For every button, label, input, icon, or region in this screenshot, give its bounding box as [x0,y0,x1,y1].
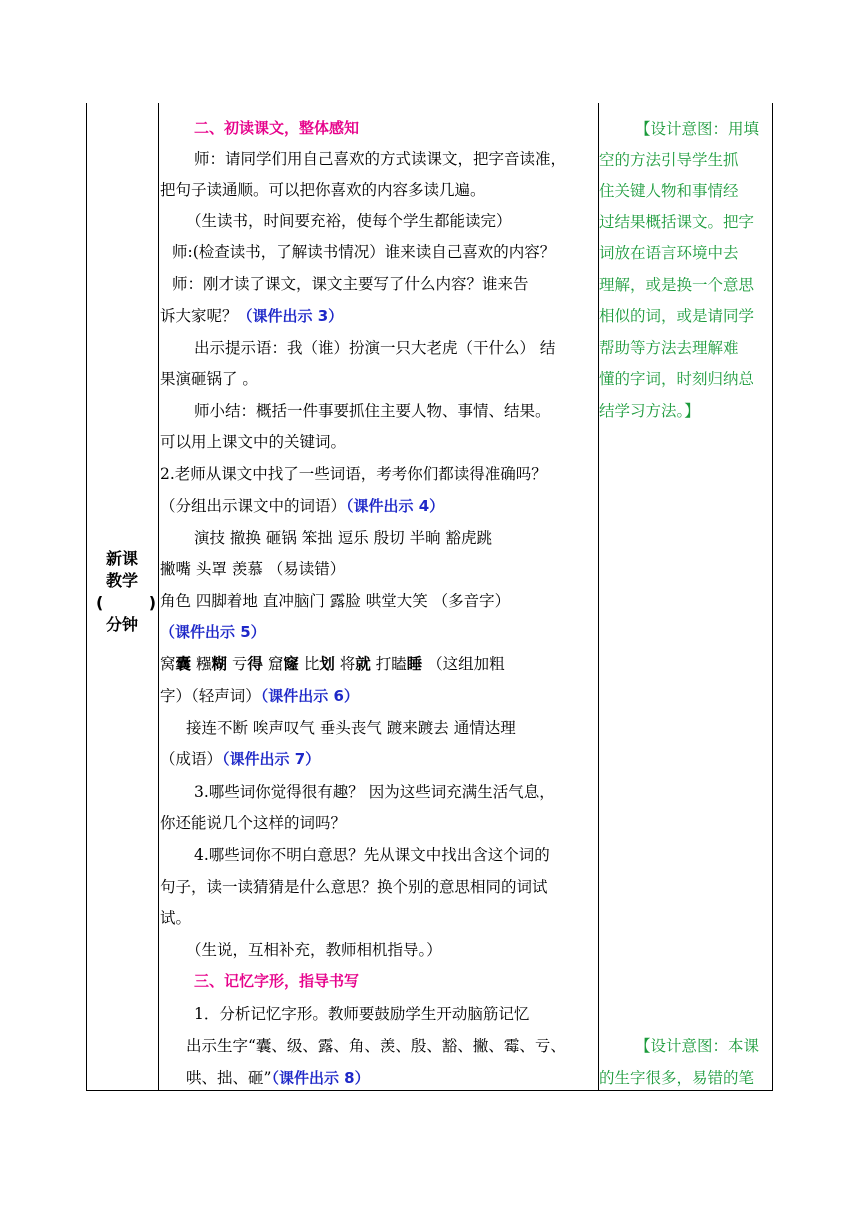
paragraph-text: （分组出示课文中的词语） [160,497,347,515]
paragraph: 师：刚才读了课文，课文主要写了什么内容？谁来告 [172,275,529,293]
bold-char: 划 [319,654,335,673]
section-heading-2: 二、初读课文，整体感知 [194,119,360,137]
word-list-7 [160,747,320,769]
design-note: 词放在语言环境中去 [599,244,739,262]
question-4-cont: 试。 [160,909,192,927]
courseware-4: （课件出示 4） [346,497,445,515]
word-list-2: 撇嘴 头罩 羡慕 （易读错） [160,560,346,578]
paragraph-text: 哄、拙、砸” [186,1069,272,1087]
word-part: 窟 [262,655,284,673]
paragraph: （生读书，时间要充裕，使每个学生都能读完） [186,212,512,230]
stage-mid: 教学 [105,571,138,590]
courseware-3: （课件出示 3） [237,307,344,325]
design-note: 的生字很多，易错的笔 [599,1069,755,1087]
stage-bottom: 分钟 [105,615,138,634]
stage-top: 新课 [105,549,138,568]
paragraph: 出示提示语：我（谁）扮演一只大老虎（干什么） 结 [194,339,556,357]
word-list-6: 接连不断 唉声叹气 垂头丧气 踱来踱去 通情达理 [186,719,516,737]
design-note: 懂的字词，时刻归纳总 [599,370,755,388]
paragraph: 2.老师从课文中找了一些词语，考考你们都读得准确吗？ [160,465,547,483]
word-part: （这组加粗 [422,655,505,673]
paragraph: 把句子读通顺。可以把你喜欢的内容多读几遍。 [160,181,486,199]
lesson-table [86,103,773,1091]
word-part: 比 [298,655,320,673]
courseware-5: （课件出示 5） [160,623,266,641]
paragraph: 可以用上课文中的关键词。 [160,433,347,451]
paragraph: 出示生字“囊、级、露、角、羡、殷、豁、撇、霉、亏、 [186,1037,566,1055]
design-note: 相似的词，或是请同学 [599,307,755,325]
paragraph [160,494,444,516]
paragraph: 师小结：概括一件事要抓住主要人物、事情、结果。 [194,402,551,420]
section-heading-3: 三、记忆字形，指导书写 [194,972,360,990]
paragraph: 师：请同学们用自己喜欢的方式读课文，把字音读准， [194,150,567,168]
paragraph: 师:(检查读书，了解读书情况）谁来读自己喜欢的内容？ [172,243,556,261]
word-list-5 [160,684,359,706]
content-column [158,103,598,1091]
question-4: 4.哪些词你不明白意思？先从课文中找出含这个词的 [194,846,550,864]
paragraph: 果演砸锅了 。 [160,370,258,388]
stage-column [86,103,158,1091]
paren-close: ) [148,593,156,612]
stage-parens [86,592,158,614]
bold-char: 囊 [175,654,192,673]
courseware-6: （课件出示 6） [260,687,359,705]
word-part: 糨 [191,655,212,673]
word-part: 亏 [226,655,248,673]
question-3: 3.哪些词你觉得很有趣？ 因为这些词充满生活气息， [194,783,555,801]
bold-char: 窿 [283,654,299,673]
stage-label [86,548,158,636]
word-list-1: 演技 撤换 砸锅 笨拙 逗乐 殷切 半晌 豁虎跳 [194,529,492,547]
paragraph: 1．分析记忆字形。教师要鼓励学生开动脑筋记忆 [194,1005,530,1023]
design-note: 空的方法引导学生抓 [599,151,739,169]
bold-char: 得 [247,654,263,673]
paren-open: ( [96,593,104,612]
paragraph [160,304,343,326]
word-part: 窝 [160,655,176,673]
design-note: 结学习方法。】 [599,402,700,420]
design-intent-column [599,103,773,1091]
courseware-7: （课件出示 7） [222,750,321,768]
word-list-3: 角色 四脚着地 直冲脑门 露脸 哄堂大笑 （多音字） [160,592,511,610]
design-note: 【设计意图：用填 [635,120,760,138]
design-note: 理解，或是换一个意思 [599,276,755,294]
design-note: 【设计意图：本课 [635,1037,760,1055]
courseware-8: （课件出示 8） [271,1069,370,1087]
question-3-cont: 你还能说几个这样的词吗？ [160,814,347,832]
paragraph [186,1066,370,1088]
design-note: 帮助等方法去理解难 [599,339,739,357]
word-list-4 [160,652,505,674]
paragraph-text: 诉大家呢？ [160,307,238,325]
bold-char: 就 [355,654,371,673]
word-part: 打瞌 [370,655,407,673]
bold-char: 睡 [406,654,423,673]
paragraph-text: （成语） [160,750,223,768]
bold-char: 糊 [211,654,227,673]
question-4-cont: 句子，读一读猜猜是什么意思？换个别的意思相同的词试 [160,878,548,896]
paragraph: （生说，互相补充，教师相机指导。） [186,941,442,959]
paragraph-text: 字）（轻声词） [160,687,261,705]
word-part: 将 [334,655,356,673]
design-note: 过结果概括课文。把字 [599,213,755,231]
design-note: 住关键人物和事情经 [599,182,739,200]
